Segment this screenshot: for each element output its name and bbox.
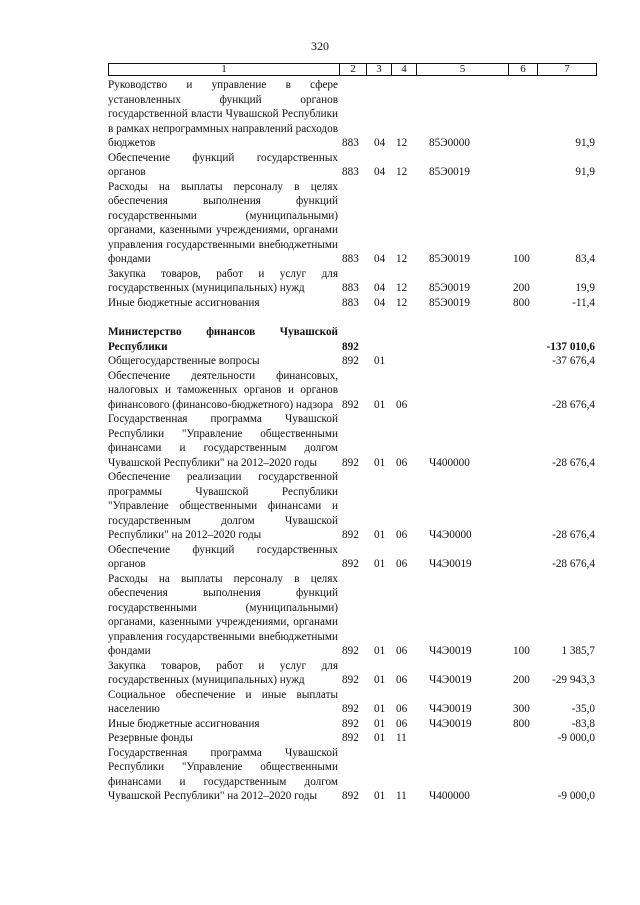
row-ministry-code: 883 [342,296,359,309]
row-subsection: 12 [396,282,408,294]
row-amount: 83,4 [575,253,595,265]
row-ministry-code: 892 [342,790,359,802]
row-expense-type: 800 [513,296,530,309]
row-amount: -28 676,4 [552,398,595,411]
row-ministry-code: 892 [342,529,359,541]
table-body [108,78,597,804]
row-amount: -28 676,4 [552,456,595,469]
header-col-7: 7 [537,64,596,75]
table-row [108,267,597,296]
row-target-article: 85Э0019 [429,253,470,265]
row-subsection: 06 [396,456,408,469]
row-ministry-code: 892 [342,703,359,715]
table-row [108,659,597,688]
row-target-article: Ч400000 [429,790,470,802]
row-target-article: Ч4Э0019 [429,645,472,657]
row-target-article: 85Э0019 [429,166,470,178]
row-expense-type: 100 [513,253,530,265]
row-section: 01 [374,790,386,802]
row-ministry-code: 883 [342,166,359,178]
row-ministry-code: 892 [342,398,359,411]
table-row [108,731,597,746]
row-subsection: 06 [396,398,408,411]
header-col-5: 5 [416,64,508,75]
row-target-article: Ч4Э0000 [429,529,472,541]
row-target-article: 85Э0019 [429,282,470,294]
row-amount: 1 385,7 [561,645,595,657]
row-name: Иные бюджетные ассигнования [108,717,260,730]
row-section: 01 [374,529,386,541]
row-ministry-code: 892 [342,674,359,686]
header-col-6: 6 [508,64,537,75]
row-amount: -29 943,3 [552,674,595,686]
row-subsection: 11 [396,732,407,744]
row-section: 01 [374,703,386,715]
row-amount: -35,0 [571,703,595,715]
row-subsection: 06 [396,703,408,715]
row-target-article: Ч4Э0019 [429,717,472,730]
row-section: 01 [374,355,386,367]
table-row [108,325,597,354]
row-section: 01 [374,558,386,570]
row-amount: -137 010,6 [546,340,595,353]
row-section: 01 [374,732,386,744]
row-name: Иные бюджетные ассигнования [108,296,260,309]
row-section: 04 [374,296,386,309]
row-subsection: 12 [396,253,408,265]
header-col-4: 4 [391,64,416,75]
table-row [108,746,597,804]
row-subsection: 11 [396,790,407,802]
row-ministry-code: 883 [342,282,359,294]
row-section: 01 [374,456,386,469]
row-ministry-code: 892 [342,340,359,353]
row-name: Обеспечение реализации государственной программы Чувашской Республики "Управление общественными финансами и государственным долгом Чувашской Республики" на 2012–2020 годы [108,471,338,541]
row-target-article: 85Э0019 [429,296,470,309]
row-subsection: 06 [396,717,408,730]
row-name: Закупка товаров, работ и услуг для государственных (муниципальных) нужд [108,659,338,686]
table-row [108,688,597,717]
row-subsection: 12 [396,137,408,149]
header-col-3: 3 [366,64,391,75]
row-amount: -83,8 [571,717,595,730]
row-expense-type: 200 [513,282,530,294]
row-amount: -28 676,4 [552,529,595,541]
row-name: Обеспечение функций государственных органов [108,543,338,570]
row-name: Государственная программа Чувашской Республики "Управление общественными финансами и государственным долгом Чувашской Республики" на 2012–2020 годы [108,413,338,469]
row-name: Резервные фонды [108,732,193,744]
header-col-2: 2 [339,64,366,75]
table-row [108,354,597,369]
row-amount: -9 000,0 [557,790,595,802]
row-section: 01 [374,717,386,730]
table-row [108,543,597,572]
row-expense-type: 800 [513,717,530,730]
row-section: 01 [374,398,386,411]
row-section: 04 [374,166,386,178]
row-name: Государственная программа Чувашской Республики "Управление общественными финансами и государственным долгом Чувашской Республики" на 2012–2020 годы [108,746,338,802]
table-row [108,717,597,732]
table-row [108,296,597,311]
row-name: Министерство финансов Чувашской Республики [108,326,338,353]
row-name: Обеспечение деятельности финансовых, налоговых и таможенных органов и органов финансового (финансово-бюджетного) надзора [108,369,338,411]
row-amount: -28 676,4 [552,558,595,570]
row-name: Закупка товаров, работ и услуг для государственных (муниципальных) нужд [108,267,338,294]
row-target-article: 85Э0000 [429,137,470,149]
row-name: Обеспечение функций государственных органов [108,151,338,178]
table-row [108,180,597,267]
row-ministry-code: 892 [342,456,359,469]
row-ministry-code: 883 [342,137,359,149]
row-subsection: 12 [396,296,408,309]
row-amount: -9 000,0 [557,732,595,744]
row-ministry-code: 892 [342,558,359,570]
row-section: 04 [374,282,386,294]
row-section: 04 [374,137,386,149]
row-amount: 19,9 [575,282,595,294]
row-name: Руководство и управление в сфере установленных функций органов государственной власти Чувашской Республики в рамках непрограммных направлений расходов бюджетов [108,79,338,149]
row-ministry-code: 883 [342,253,359,265]
row-section: 04 [374,253,386,265]
row-name: Расходы на выплаты персоналу в целях обеспечения выполнения функций государственными (муниципальными) органами, казенными учреждениями, органами управления государственными внебюджетными фондами [108,572,338,657]
row-amount: 91,9 [575,137,595,149]
row-ministry-code: 892 [342,355,359,367]
row-subsection: 06 [396,674,408,686]
table-header [108,63,597,76]
table-row [108,572,597,659]
row-expense-type: 300 [513,703,530,715]
row-amount: -37 676,4 [552,355,595,367]
header-col-1: 1 [221,63,227,75]
row-subsection: 06 [396,645,408,657]
row-ministry-code: 892 [342,645,359,657]
row-amount: -11,4 [572,296,595,309]
row-subsection: 06 [396,558,408,570]
table-row [108,78,597,151]
row-section: 01 [374,645,386,657]
row-expense-type: 100 [513,645,530,657]
row-subsection: 06 [396,529,408,541]
row-name: Социальное обеспечение и иные выплаты населению [108,688,338,715]
row-expense-type: 200 [513,674,530,686]
row-target-article: Ч4Э0019 [429,703,472,715]
page-number: 320 [311,39,329,53]
row-ministry-code: 892 [342,717,359,730]
table-row [108,412,597,470]
row-target-article: Ч400000 [429,456,470,469]
row-ministry-code: 892 [342,732,359,744]
row-target-article: Ч4Э0019 [429,558,472,570]
row-name: Общегосударственные вопросы [108,355,260,367]
row-target-article: Ч4Э0019 [429,674,472,686]
table-row [108,151,597,180]
table-row [108,369,597,413]
row-amount: 91,9 [575,166,595,178]
table-row [108,470,597,543]
row-name: Расходы на выплаты персоналу в целях обеспечения выполнения функций государственными (муниципальными) органами, казенными учреждениями, органами управления государственными внебюджетными фондами [108,180,338,265]
row-subsection: 12 [396,166,408,178]
row-section: 01 [374,674,386,686]
